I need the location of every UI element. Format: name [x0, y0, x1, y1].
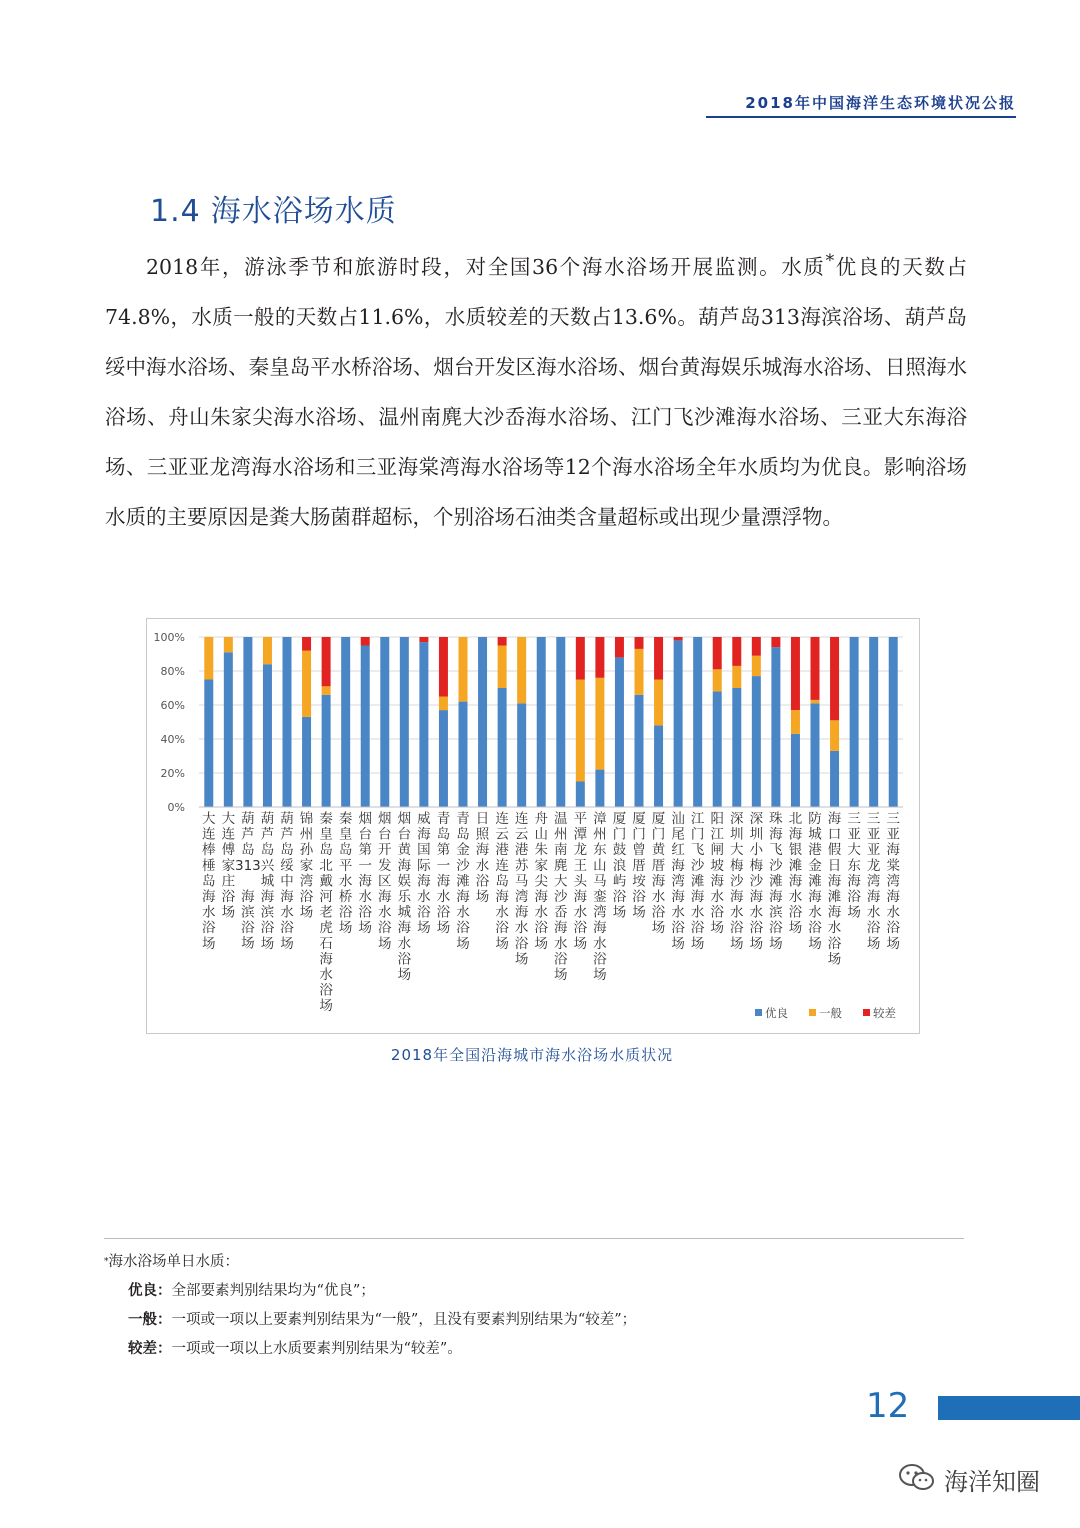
footnote [104, 1248, 964, 1364]
bar-segment [752, 637, 761, 656]
footnote-marker: * [825, 251, 835, 271]
bar-segment [361, 646, 370, 808]
bar-segment [419, 637, 428, 642]
bar-segment [439, 637, 448, 697]
x-tick-label: 厦门黄厝海水浴场 [651, 811, 666, 937]
footnote-item-fair [104, 1306, 964, 1335]
x-tick-label: 连云港连岛海水浴场 [495, 811, 509, 952]
bar-segment [478, 637, 487, 807]
bar-segment [635, 695, 644, 807]
x-tick-label: 三亚大东海浴场 [847, 811, 861, 921]
bar-segment [693, 637, 702, 807]
bar-segment [322, 637, 331, 686]
legend-swatch [809, 1009, 816, 1016]
x-tick-label: 日照海水浴场 [475, 811, 490, 905]
footnote-definition: 一项或一项以上要素判别结果为“一般”，且没有要素判别结果为“较差”； [171, 1312, 637, 1328]
bar-segment [556, 637, 565, 807]
x-tick-label: 葫芦岛 313 海滨浴场 [234, 811, 261, 952]
body-text-b: 优良的天数占74.8%，水质一般的天数占11.6%，水质较差的天数占13.6%。葫芦岛313海滨浴场、葫芦岛绥中海水浴场、秦皇岛平水桥浴场、烟台开发区海水浴场、烟台黄海娱乐城海水浴场、日照海水浴场、舟山朱家尖海水浴场、温州南麂大沙岙海水浴场、江门飞沙滩海水浴场、三亚大东海浴场、三亚亚龙湾海水浴场和三亚海棠湾海水浴场等12个海水浴场全年水质均为优良。影响浴场水质的主要原因是粪大肠菌群超标，个别浴场石油类含量超标或出现少量漂浮物。 [105, 254, 967, 529]
x-tick-label: 防城港金滩海水浴场 [808, 811, 822, 952]
bar-segment [635, 637, 644, 649]
bar-segment [732, 637, 741, 666]
footnote-rule [104, 1238, 964, 1239]
watermark-text: 海洋知圈 [944, 1468, 1040, 1496]
x-tick-label: 葫芦岛绥中海水浴场 [280, 811, 294, 952]
water-quality-chart [146, 618, 920, 1034]
x-tick-label: 青岛第一海水浴场 [436, 811, 451, 937]
bar-segment [322, 695, 331, 807]
page-number-bar [938, 1396, 1080, 1420]
page-number: 12 [866, 1386, 910, 1426]
bar-segment [732, 688, 741, 807]
x-tick-label: 海口假日海滩海水浴场 [827, 811, 842, 968]
bar-segment [498, 637, 507, 646]
legend-swatch [863, 1009, 870, 1016]
bar-segment [576, 782, 585, 808]
bar-segment [204, 680, 213, 808]
bar-segment [771, 637, 780, 647]
bar-segment [498, 646, 507, 689]
bar-segment [263, 664, 272, 807]
bar-segment [302, 637, 311, 651]
x-tick-label: 青岛金沙滩海水浴场 [456, 811, 470, 952]
bar-segment [615, 637, 624, 657]
bar-segment [713, 637, 722, 669]
x-tick-label: 锦州孙家湾浴场 [299, 811, 314, 921]
x-tick-label: 烟台黄海娱乐城海水浴场 [397, 811, 412, 983]
x-tick-label: 温州南麂大沙岙海水浴场 [554, 811, 568, 983]
x-tick-label: 江门飞沙滩海水浴场 [690, 811, 705, 952]
footnote-definition: 一项或一项以上水质要素判别结果为“较差”。 [171, 1341, 462, 1357]
bar-segment [517, 703, 526, 807]
footnote-star: * [104, 1257, 109, 1267]
bar-segment [224, 652, 233, 807]
bar-segment [537, 637, 546, 807]
x-tick-label: 漳州东山马銮湾海水浴场 [593, 811, 607, 983]
footnote-term: 优良： [128, 1283, 172, 1299]
bar-segment [576, 637, 585, 680]
footnote-item-poor [104, 1335, 964, 1364]
legend-label: 优良 [765, 1006, 788, 1020]
bar-segment [419, 642, 428, 807]
footnote-item-good [104, 1277, 964, 1306]
header-rule [706, 116, 1016, 118]
chart-caption: 2018年全国沿海城市海水浴场水质状况 [390, 1046, 674, 1064]
x-tick-label: 秦皇岛平水桥浴场 [338, 811, 353, 937]
x-tick-label: 汕尾红海湾海水浴场 [671, 811, 685, 952]
x-tick-label: 三亚海棠湾海水浴场 [886, 811, 900, 952]
bar-segment [654, 725, 663, 807]
bar-segment [713, 669, 722, 691]
x-tick-label: 大连棒棰岛海水浴场 [202, 811, 216, 952]
bar-segment [889, 637, 898, 807]
bar-segment [459, 637, 468, 702]
bar-segment [322, 686, 331, 695]
section-title [150, 186, 397, 230]
x-tick-label: 烟台第一海水浴场 [358, 811, 372, 937]
x-tick-label: 舟山朱家尖海水浴场 [534, 811, 548, 952]
bar-segment [635, 649, 644, 695]
footnote-intro: 海水浴场单日水质： [108, 1254, 239, 1270]
bar-segment [498, 688, 507, 807]
bar-segment [752, 676, 761, 807]
bar-segment [224, 637, 233, 652]
bar-segment [517, 637, 526, 703]
bar-segment [204, 637, 213, 680]
bar-segment [830, 637, 839, 720]
y-tick-label: 100% [153, 631, 185, 644]
legend-swatch [755, 1009, 762, 1016]
footnote-term: 一般： [128, 1312, 172, 1328]
bar-segment [595, 678, 604, 770]
report-header-title: 2018年中国海洋生态环境状况公报 [745, 94, 1016, 112]
x-tick-label: 威海国际海水浴场 [417, 811, 431, 937]
x-tick-label: 珠海飞沙滩海滨浴场 [769, 811, 783, 952]
y-tick-label: 80% [160, 665, 185, 678]
legend-label: 一般 [819, 1006, 842, 1020]
stacked-bar-chart [147, 619, 919, 1033]
bar-segment [341, 637, 350, 807]
bar-segment [830, 751, 839, 807]
bar-segment [830, 720, 839, 751]
x-tick-label: 葫芦岛兴城海滨浴场 [260, 811, 275, 952]
bar-segment [869, 637, 878, 807]
bar-segment [439, 710, 448, 807]
section-number: 1.4 [150, 194, 201, 229]
bar-segment [771, 647, 780, 807]
wechat-icon [898, 1463, 936, 1497]
x-tick-label: 阳江闸坡海水浴场 [710, 811, 724, 937]
bar-segment [400, 637, 409, 807]
bar-segment [654, 637, 663, 680]
bar-segment [850, 637, 859, 807]
bar-segment [791, 637, 800, 710]
bar-segment [811, 703, 820, 807]
bar-segment [654, 680, 663, 726]
bar-segment [674, 640, 683, 807]
x-tick-label: 大连傅家庄浴场 [221, 811, 236, 921]
legend-label: 较差 [873, 1006, 896, 1020]
footnote-definition: 全部要素判别结果均为“优良”； [171, 1283, 375, 1299]
bar-segment [615, 657, 624, 807]
bar-segment [576, 680, 585, 782]
bar-segment [732, 666, 741, 688]
bar-segment [361, 637, 370, 646]
y-tick-label: 20% [160, 767, 185, 780]
bar-segment [595, 637, 604, 678]
y-tick-label: 40% [160, 733, 185, 746]
bar-segment [302, 651, 311, 717]
y-tick-label: 0% [167, 801, 185, 814]
x-tick-label: 秦皇岛北戴河老虎石海水浴场 [319, 811, 333, 1015]
x-tick-label: 烟台开发区海水浴场 [378, 811, 392, 952]
bar-segment [302, 717, 311, 807]
bar-segment [283, 637, 292, 807]
bar-segment [713, 691, 722, 807]
section-title-text: 海水浴场水质 [210, 194, 397, 229]
watermark [898, 1462, 1040, 1497]
body-paragraph [105, 236, 967, 542]
bar-segment [752, 656, 761, 676]
y-tick-label: 60% [160, 699, 185, 712]
bar-segment [263, 637, 272, 664]
x-tick-label: 平潭龙王头海水浴场 [573, 811, 588, 952]
bar-segment [380, 637, 389, 807]
bar-segment [674, 637, 683, 640]
bar-segment [811, 637, 820, 700]
x-tick-label: 厦门鼓浪屿浴场 [612, 811, 627, 921]
bar-segment [439, 697, 448, 711]
bar-segment [595, 770, 604, 807]
bar-segment [459, 702, 468, 807]
footnote-term: 较差： [128, 1341, 172, 1357]
x-tick-label: 深圳小梅沙海水浴场 [749, 811, 764, 952]
bar-segment [791, 734, 800, 807]
body-text-a: 2018年，游泳季节和旅游时段，对全国36个海水浴场开展监测。水质 [146, 254, 826, 279]
x-tick-label: 深圳大梅沙海水浴场 [730, 811, 744, 952]
x-tick-label: 三亚亚龙湾海水浴场 [866, 811, 881, 952]
bar-segment [811, 700, 820, 703]
bar-segment [791, 710, 800, 734]
x-tick-label: 连云港苏马湾海水浴场 [514, 811, 529, 968]
x-tick-label: 厦门曾厝垵浴场 [632, 811, 646, 921]
x-tick-label: 北海银滩海水浴场 [788, 811, 803, 937]
bar-segment [243, 637, 252, 807]
